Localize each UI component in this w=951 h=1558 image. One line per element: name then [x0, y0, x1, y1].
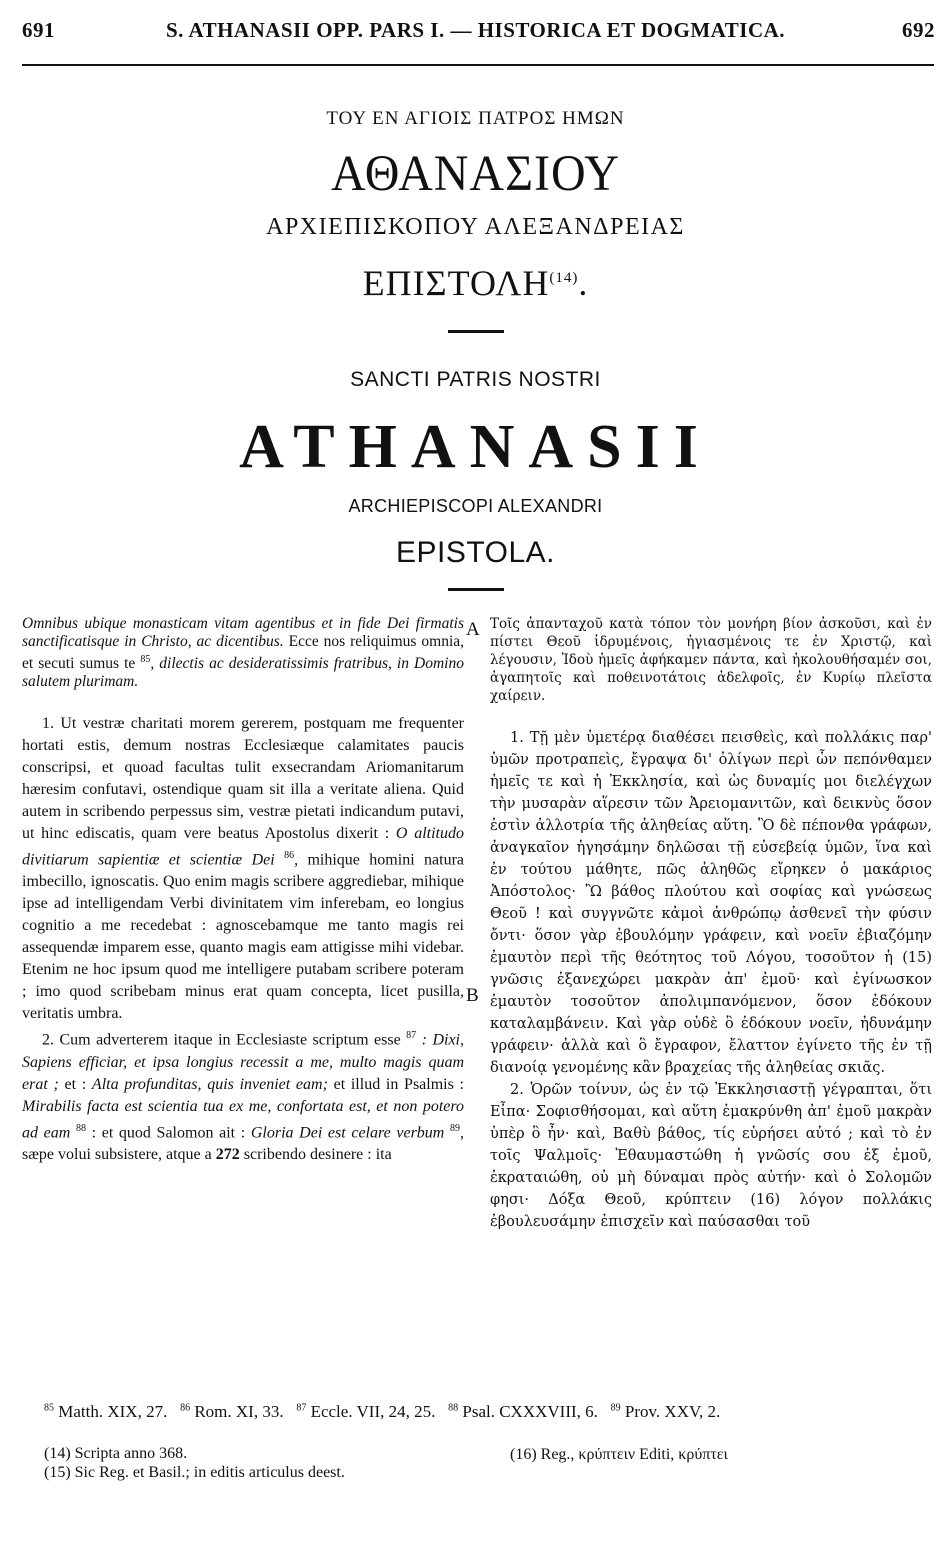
section-marker-a: A	[466, 619, 480, 640]
footnote-ref: 89	[450, 1122, 461, 1134]
footnote-ref: 86	[284, 850, 295, 862]
greek-title-line1: ΤΟΥ ΕΝ ΑΓΙΟΙΣ ΠΑΤΡΟΣ ΗΜΩΝ	[326, 108, 625, 129]
right-page-number: 692	[902, 18, 935, 42]
greek-title-name: ΑΘΑΝΑΣΙΟΥ	[331, 145, 620, 202]
column-number-marker: 272	[215, 1146, 240, 1164]
latin-p2-text-3: et illud in Psalmis :	[327, 1075, 464, 1093]
latin-p2-quote-1: : Dixi, Sapiens efficiar, et ipsa longius recessit a me, multo magis quam erat ;	[22, 1031, 465, 1093]
footnote-text: Eccle. VII, 24, 25.	[310, 1402, 436, 1421]
latin-p1-text: 1. Ut vestræ charitati morem gererem, postquam me frequenter hortati estis, demum nostras Ecclesiæque calamitates paucis conscripsi, et quoad facultas tulit exsecrandam Ariomanitarum hæresim confutavi, ostendique quam sit illa a veritate aliena. Quid autem in scribendo perpessus sim, vestræ pietati indicandum putavi, ut hinc ediscatis, quam vere beatus Apostolus dixerit :	[22, 715, 464, 843]
latin-address	[22, 615, 464, 691]
latin-p2-quote-4: Gloria Dei est celare verbum	[250, 1124, 445, 1142]
greek-title-line3: ΑΡΧΙΕΠΙΣΚΟΠΟΥ ΑΛΕΞΑΝΔΡΕΙΑΣ	[266, 214, 685, 240]
scripture-footnote	[448, 1402, 598, 1421]
editorial-footnotes-left	[44, 1444, 484, 1482]
footnote-number: 86	[180, 1402, 191, 1414]
footnote-ref: 85	[140, 654, 151, 665]
title-end-rule	[448, 588, 504, 591]
scripture-footnote	[296, 1402, 435, 1421]
latin-p2-text-2: et :	[58, 1075, 92, 1093]
running-head-title: S. ATHANASII OPP. PARS I. — HISTORICA ET DOGMATICA.	[165, 18, 786, 42]
scripture-footnote	[44, 1402, 167, 1421]
section-marker-b: B	[466, 985, 479, 1006]
latin-p2-text-5: , sæpe volui subsistere, atque a	[22, 1124, 465, 1164]
footnote-number: 89	[610, 1402, 621, 1414]
greek-paragraph-2: 2. Ὁρῶν τοίνυν, ὡς ἐν τῷ Ἐκκλησιαστῇ γέγραπται, ὅτι Εἶπα· Σοφισθήσομαι, καὶ αὕτη ἐμακρύνθη ἀπ' ἐμοῦ μακρὰν ὑπὲρ ὃ ἦν· καὶ, Βαθὺ βάθος, τίς εὑρήσει αὐτό ; καὶ τὸ ἐν τοῖς Ψαλμοῖς· Ἐθαυμαστώθη ἡ γνῶσίς σου ἐξ ἐμοῦ, ἐκραταιώθη, οὐ μὴ δύναμαι πρὸς αὐτήν· καὶ ὁ Σολομῶν φησι· Δόξα Θεοῦ, κρύπτειν (16) λόγον πολλάκις ἐβουλευσάμην ἐπισχεῖν καὶ παύσασθαι τοῦ	[490, 1082, 932, 1230]
editorial-footnotes-right	[510, 1445, 930, 1464]
left-page-number: 691	[22, 18, 55, 42]
footnote-number: 87	[296, 1402, 307, 1414]
greek-paragraph-1: 1. Τῇ μὲν ὑμετέρᾳ διαθέσει πεισθεὶς, καὶ πολλάκις παρ' ὑμῶν προτραπεὶς, ἔγραψα δι' ὀλίγων περὶ ὧν πεπόνθαμεν ἡμεῖς τε καὶ ἡ Ἐκκλησία, καὶ ὡς δυναμίς μοι διελέγχων τὴν μυσαρὰν αἵρεσιν τῶν Ἀρειομανιτῶν, καὶ δεικνὺς ὅσον ἐστὶν ἀλλοτρία τῆς ἀληθείας αὕτη. Ὃ δὲ πέπονθα γράφων, ἀναγκαῖον ἡγησάμην δηλῶσαι τῇ εὐσεβείᾳ ὑμῶν, ἵνα καὶ ἐν τούτου μάθητε, πῶς ἀληθῶς εἴρηκεν ὁ μακάριος Ἀπόστολος· Ὢ βάθος πλούτου καὶ σοφίας καὶ γνώσεως Θεοῦ ! καὶ συγγνῶτε κἀμοὶ ἀνθρώπῳ ἀσθενεῖ τὴν φύσιν ὄντι· ὅσον γὰρ ἐβουλόμην γράφειν, καὶ νοεῖν ἐβιαζόμην ἐμαυτὸν περὶ τῆς θεότητος τοῦ Λόγου, τοσοῦτον ἡ (15) γνῶσις ἐξανεχώρει μακρὰν ἀπ' ἐμοῦ· καὶ ἐγίνωσκον ἐμαυτὸν τοσοῦτον ἀπολιμπανόμενον, ὅσον ἐδόκουν καταλαμβάνειν. Καὶ γὰρ οὐδὲ ὃ ἐδόκουν νοεῖν, ἠδυνάμην γράφειν· ἀλλὰ καὶ ὃ ἔγραφον, ἔλαττον ἐγίνετο τῆς ἐν τῇ διανοίᾳ γενομένης κἂν βραχείας τῆς ἀληθείας σκιᾶς.	[490, 730, 932, 1076]
latin-column	[22, 615, 464, 1166]
greek-title-epistle	[0, 262, 951, 304]
greek-epistle-period: .	[578, 263, 589, 303]
latin-title-line3: ARCHIEPISCOPI ALEXANDRI	[348, 496, 603, 516]
greek-address: Τοῖς ἀπανταχοῦ κατὰ τόπον τὸν μονήρη βίον ἀσκοῦσι, καὶ ἐν πίστει Θεοῦ ἱδρυμένοις, ἡγιασμένοις τε ἐν Χριστῷ, καὶ λέγουσιν, Ἰδοὺ ἡμεῖς ἀφήκαμεν πάντα, καὶ ἠκολουθήσαμέν σοι, ἀγαπητοῖς καὶ ποθεινοτάτοις ἀδελφοῖς, ἐν Κυρίῳ πλεῖστα χαίρειν.	[490, 616, 932, 704]
latin-title-line1: SANCTI PATRIS NOSTRI	[350, 368, 601, 391]
footnote-number: 88	[448, 1402, 459, 1414]
scripture-footnote	[180, 1402, 284, 1421]
scripture-footnote	[611, 1402, 721, 1421]
latin-p1-quote: O altitudo divitiarum sapientiæ et scientiæ Dei	[22, 825, 464, 869]
footnote-text: Rom. XI, 33.	[194, 1402, 284, 1421]
editorial-footnote: (16) Reg., κρύπτειν Editi, κρύπτει	[510, 1446, 728, 1463]
footnote-ref: 87	[406, 1030, 417, 1042]
greek-epistle-word: ΕΠΙΣΤΟΛΗ	[362, 263, 550, 303]
scripture-footnotes	[44, 1402, 720, 1422]
latin-title-name: ATHANASII	[239, 413, 712, 481]
latin-p2-text: 2. Cum adverterem itaque in Ecclesiaste scriptum esse	[42, 1031, 407, 1049]
latin-p2-quote-2: Alta profunditas, quis inveniet eam;	[91, 1075, 328, 1093]
latin-paragraph-1	[22, 713, 464, 1025]
header-rule	[22, 64, 934, 66]
editorial-footnote: (15) Sic Reg. et Basil.; in editis articulus deest.	[44, 1464, 345, 1481]
latin-address-italic-2: , dilectis ac desideratissimis fratribus, in Domino salutem plurimam.	[22, 655, 464, 691]
footnote-number: 85	[44, 1402, 54, 1414]
footnote-text: Prov. XXV, 2.	[624, 1402, 721, 1421]
greek-column	[490, 615, 932, 1233]
latin-p2-text-6: scribendo desinere : ita	[239, 1146, 392, 1164]
greek-epistle-note: (14)	[549, 270, 579, 286]
latin-p2-text-4: : et quod Salomon ait :	[85, 1124, 251, 1142]
title-separator-rule	[448, 330, 504, 333]
footnote-text: Matth. XIX, 27.	[58, 1402, 168, 1421]
latin-address-italic: Omnibus ubique monasticam vitam agentibus et in fide Dei firmatis sanctificatisque in Christo, ac dicentibus.	[22, 615, 464, 650]
footnote-text: Psal. CXXXVIII, 6.	[462, 1402, 598, 1421]
latin-paragraph-2	[22, 1025, 464, 1166]
footnote-ref: 88	[75, 1122, 86, 1134]
latin-p2-quote-3: Mirabilis facta est scientia tua ex me, confortata est, et non potero ad eam	[22, 1097, 464, 1142]
latin-p1-text-2: , mihique homini natura imbecillo, ignoscatis. Quo enim magis scribere aggrediebar, mihique ipse ad intelligendam Verbi divinitatem vim inferebam, eo longius cognitio a me recedebat : agnoscebamque me tanto magis rei assequendæ imparem esse, quanto magis eam attigisse mihi videbar. Etenim ne hoc ipsum quod me intelligere putabam scribere poteram ; imo quod scribebam minus erat quam concepta, licet pusilla, veritatis umbra.	[22, 851, 465, 1023]
editorial-footnote: (14) Scripta anno 368.	[44, 1445, 188, 1462]
latin-title-epistle: EPISTOLA.	[395, 536, 555, 569]
latin-address-roman: Ecce nos reliquimus omnia, et secuti sumus te	[22, 633, 465, 673]
